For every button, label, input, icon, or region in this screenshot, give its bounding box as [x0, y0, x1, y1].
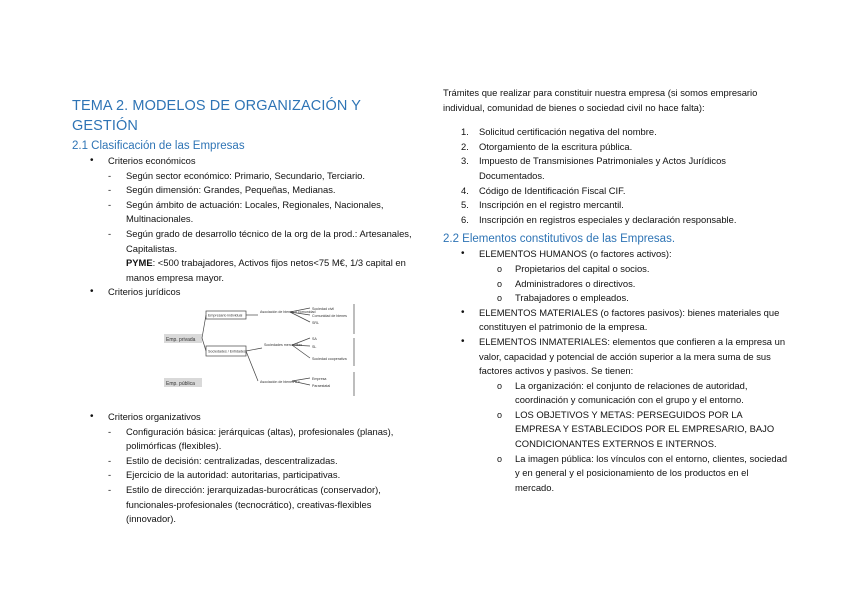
diagram-text-r-bot2: Paraestatal: [312, 383, 331, 388]
diagram-text-mid-mid: Sociedades mercantiles: [264, 342, 303, 347]
list-item: [443, 184, 788, 199]
item-number: 1.: [461, 126, 469, 138]
item-text: Inscripción en el registro mercantil.: [479, 199, 624, 211]
list-item: o Propietarios del capital o socios.: [443, 262, 788, 277]
tramites-list: [443, 125, 788, 227]
item-text: Código de Identificación Fiscal CIF.: [479, 184, 626, 196]
diagram-text-r-mid3: Sociedad cooperativa: [312, 356, 347, 361]
pyme-definition: [72, 256, 412, 285]
list-item: o LOS OBJETIVOS Y METAS: PERSEGUIDOS POR LA EMPRESA Y ESTABLECIDOS POR EL EMPRESARIO, BAJO CONDICIONANTES EXTERNOS E INTERNOS.: [443, 408, 788, 452]
list-item: [443, 213, 788, 228]
list-item: [443, 125, 788, 140]
pyme-text: : <500 trabajadores, Activos fijos netos<75 M€, 1/3 capital en manos empresa mayor.: [126, 257, 406, 283]
list-item: - Configuración básica: jerárquicas (altas), profesionales (planas), polimórficas (flexibles).: [72, 425, 412, 454]
pyme-label: PYME: [126, 257, 153, 269]
bullet-criterios-economicos: • Criterios económicos: [72, 154, 412, 169]
item-text: Impuesto de Transmisiones Patrimoniales y Actos Jurídicos Documentados.: [479, 155, 726, 181]
diagram-label-public: Emp. pública: [166, 380, 195, 387]
list-item: [443, 154, 788, 183]
item-text: Otorgamiento de la escritura pública.: [479, 140, 633, 152]
list-item: - Estilo de dirección: jerarquizadas-burocráticas (conservador), funcionales-profesionales (tecnocrático), creativas-flexibles (innovador).: [72, 483, 412, 527]
item-text: Inscripción en registros especiales y declaración responsable.: [479, 213, 737, 225]
list-item: o Administradores o directivos.: [443, 277, 788, 292]
item-number: 6.: [461, 213, 469, 225]
diagram-text-r-top2: Comunidad de bienes: [312, 313, 347, 318]
list-item: - Según dimensión: Grandes, Pequeñas, Medianas.: [72, 183, 412, 198]
diagram-text-individual: Empresario individual: [208, 313, 243, 318]
bullet-criterios-juridicos: • Criterios jurídicos: [72, 285, 412, 300]
page-title: TEMA 2. MODELOS DE ORGANIZACIÓN Y GESTIÓN: [72, 98, 361, 134]
diagram-text-r-top3: SRL: [312, 320, 319, 325]
list-item: - Ejercicio de la autoridad: autoritarias, participativas.: [72, 468, 412, 483]
list-item: [443, 198, 788, 213]
item-text: Solicitud certificación negativa del nombre.: [479, 126, 657, 138]
diagram-text-mid-top: Asociación de bienes o comunidad: [260, 309, 316, 314]
list-item: o La imagen pública: los vínculos con el entorno, clientes, sociedad y en general y el posicionamiento de los productos en el mercado.: [443, 452, 788, 496]
diagram-text-sociedades: Sociedades / Entidades: [208, 349, 246, 354]
bullet-elementos-humanos: • ELEMENTOS HUMANOS (o factores activos):: [443, 247, 788, 262]
tramites-intro: Trámites que realizar para constituir nuestra empresa (si somos empresario individual, comunidad de bienes o sociedad civil no hace falta):: [443, 87, 758, 113]
list-item: - Según sector económico: Primario, Secundario, Terciario.: [72, 169, 412, 184]
item-number: 2.: [461, 140, 469, 152]
list-item: - Según grado de desarrollo técnico de la org de la prod.: Artesanales, Capitalistas.: [72, 227, 412, 256]
item-number: 3.: [461, 155, 469, 167]
diagram-text-mid-bot: Asociación de bienes o c.: [260, 379, 301, 384]
diagram-text-r-bot1: Empresa: [312, 376, 327, 381]
diagram-text-r-mid1: SA: [312, 336, 317, 341]
list-item: [443, 140, 788, 155]
item-number: 4.: [461, 184, 469, 196]
legal-form-diagram: [164, 304, 364, 400]
list-item: o La organización: el conjunto de relaciones de autoridad, coordinación y comunicación con el grupo y el entorno.: [443, 379, 788, 408]
bullet-criterios-organizativos: • Criterios organizativos: [72, 410, 412, 425]
bullet-elementos-materiales: • ELEMENTOS MATERIALES (o factores pasivos): bienes materiales que constituyen el patrimonio de la empresa.: [443, 306, 788, 335]
left-column: [72, 96, 412, 527]
list-item: - Según ámbito de actuación: Locales, Regionales, Nacionales, Multinacionales.: [72, 198, 412, 227]
bullet-elementos-inmateriales: • ELEMENTOS INMATERIALES: elementos que confieren a la empresa un valor, capacidad y potencial de acción superior a la mera suma de sus factores activos y pasivos. Se tienen:: [443, 335, 788, 379]
item-number: 5.: [461, 199, 469, 211]
section-title-clasificacion: 2.1 Clasificación de las Empresas: [72, 140, 245, 152]
diagram-label-private: Emp. privada: [166, 336, 196, 343]
list-item: o Trabajadores o empleados.: [443, 291, 788, 306]
right-column: [443, 86, 788, 495]
list-item: - Estilo de decisión: centralizadas, descentralizadas.: [72, 454, 412, 469]
diagram-text-r-top1: Sociedad civil: [312, 306, 334, 311]
diagram-text-r-mid2: SL: [312, 344, 317, 349]
section-title-elementos: 2.2 Elementos constitutivos de las Empresas.: [443, 233, 676, 246]
